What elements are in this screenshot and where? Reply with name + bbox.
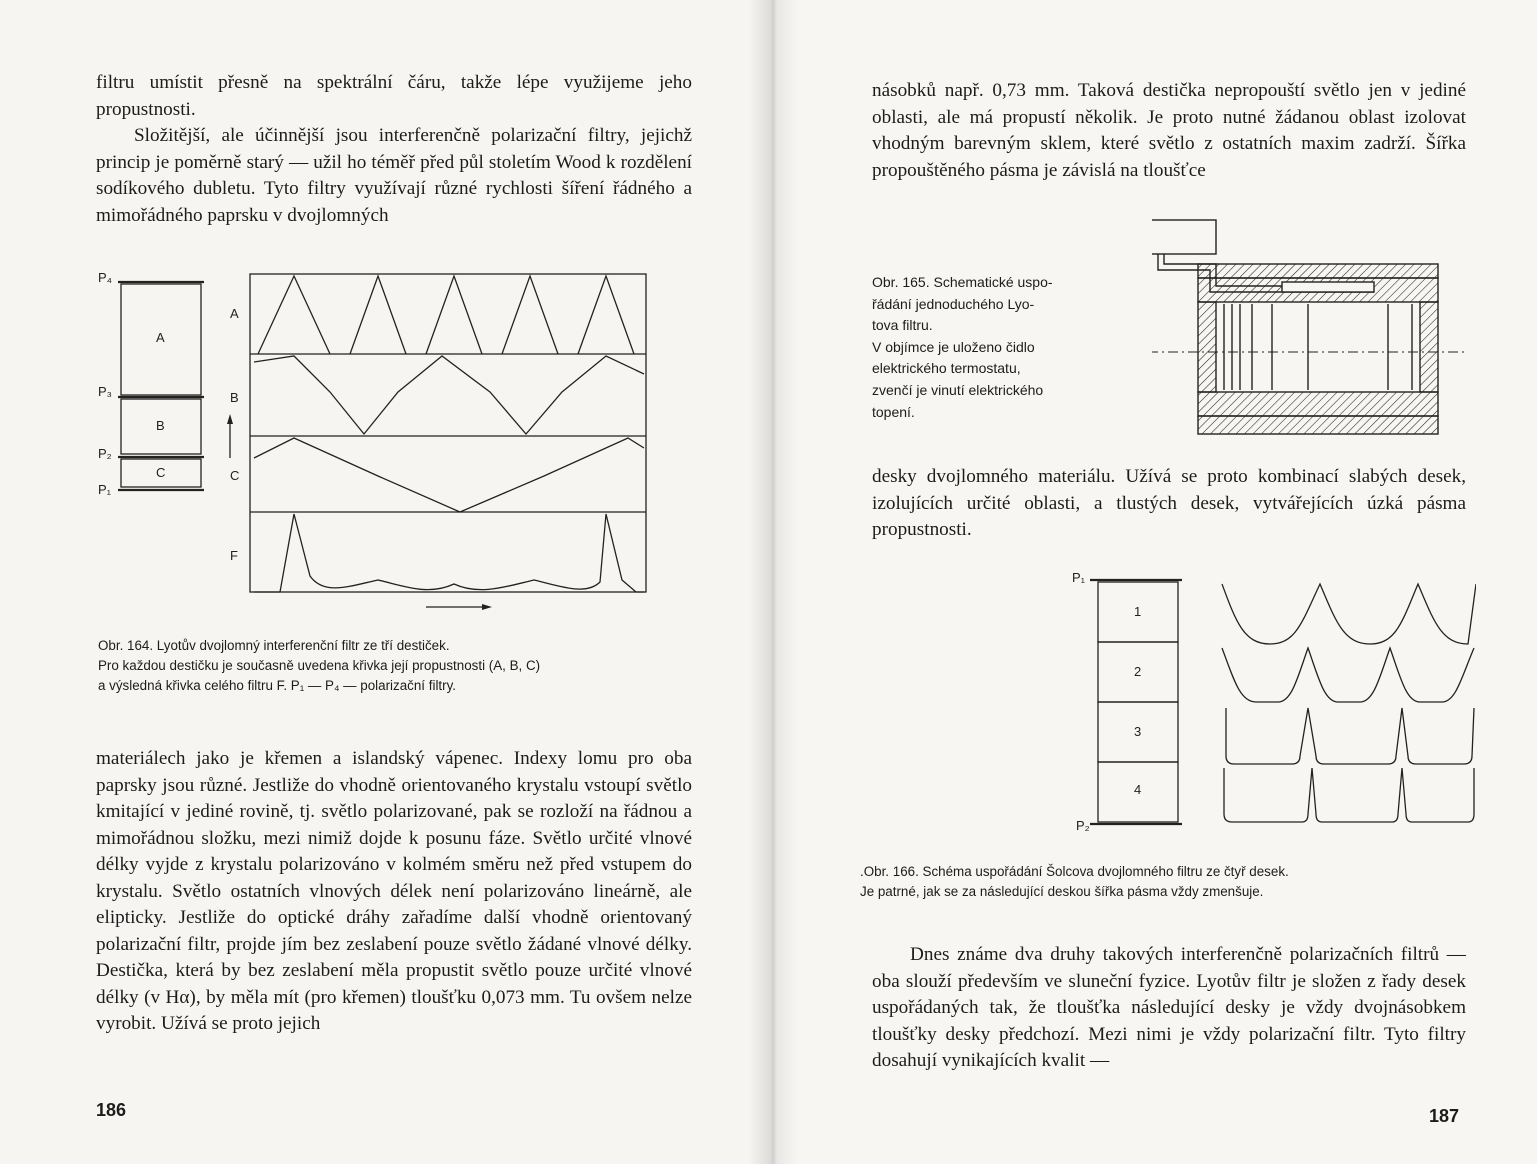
caption-line: V objímce je uloženo čidlo xyxy=(872,338,1035,355)
book-gutter xyxy=(748,0,798,1164)
caption-line: elektrického termostatu, xyxy=(872,360,1021,377)
right-page xyxy=(772,0,1537,1164)
caption-line: a výsledná křivka celého filtru F. P₁ — P₄ — polarizační filtry. xyxy=(98,678,457,693)
curve-label-a: A xyxy=(230,306,239,321)
block-label-1: 1 xyxy=(1134,604,1142,619)
arrow-right-icon xyxy=(482,604,492,610)
figure-164-lyot-filter-diagram xyxy=(88,262,668,620)
figure-166-solc-filter-diagram xyxy=(1056,568,1476,838)
caption-line: .Obr. 166. Schéma uspořádání Šolcova dvojlomného filtru ze čtyř desek. xyxy=(860,864,1289,879)
left-paragraph-3: materiálech jako je křemen a islandský vápenec. Indexy lomu pro oba paprsky jsou různé. Jestliže do vhodně orientovaného krystalu vstoupí světlo kmitající v jediné rovině, tj. světlo polarizované, pak se rozloží na řádnou a mimořádnou složku, mezi nimiž dojde k posunu fáze. Světlo určité vlnové délky vyjde z krystalu polarizováno v kolmém směru než před vstupem do krystalu. Světlo ostatních vlnových délek není polarizováno lineárně, ale elipticky. Jestliže do optické dráhy zařadíme další vhodně orientovaný polarizační filtr, projde jím bez zeslabení pouze světlo žádané vlnové délky. Destička, která by bez zeslabení měla propustit světlo pouze určité vlnové délky (v Hα), by měla mít (pro křemen) tloušťku 0,073 mm. Tu ovšem nelze vyrobit. Užívá se proto jejich xyxy=(96,748,692,1034)
curve-label-f: F xyxy=(230,548,238,563)
curve-label-b: B xyxy=(230,390,239,405)
plate-label-p2: P₂ xyxy=(98,446,112,461)
block-label-a: A xyxy=(156,330,165,345)
plate-label-p2: P₂ xyxy=(1076,818,1090,833)
left-paragraph-2: Složitější, ale účinnější jsou interferenčně polarizační filtry, jejichž princip je poměrně starý — užil ho téměř před půl stoletím Wood k rozdělení sodíkového dubletu. Tyto filtry využívají různé rychlosti šíření řádného a mimořádného paprsku v dvojlomných xyxy=(96,125,692,226)
caption-line: Obr. 165. Schematické uspo- xyxy=(872,274,1053,290)
plate-label-p3: P₃ xyxy=(98,384,112,399)
caption-line: řádání jednoduchého Lyo- xyxy=(872,295,1035,312)
block-label-c: C xyxy=(156,465,166,480)
figure-166-caption xyxy=(860,862,1480,902)
caption-line: zvenčí je vinutí elektrického xyxy=(872,381,1044,398)
right-paragraph-3: Dnes známe dva druhy takových interferenčně polarizačních filtrů — oba slouží především ve sluneční fyzice. Lyotův filtr je složen z řady desek uspořádaných tak, že tloušťka následující desky je vždy dvojnásobkem tloušťky desky předchozí. Mezi nimi je vždy polarizační filtr. Tyto filtry dosahují vynikajících kvalit — xyxy=(872,944,1466,1071)
right-paragraph-2: desky dvojlomného materiálu. Užívá se proto kombinací slabých desek, izolujících určité oblasti, a tlustých desek, vytvářejících úzká pásma propustnosti. xyxy=(872,466,1466,540)
page-number-right: 187 xyxy=(1429,1106,1460,1126)
caption-line: tova filtru. xyxy=(872,317,933,334)
block-label-2: 2 xyxy=(1134,664,1142,679)
figure-165-caption xyxy=(872,272,1094,423)
page-number-left: 186 xyxy=(96,1100,127,1120)
left-text-top xyxy=(96,70,692,229)
plate-label-p4: P₄ xyxy=(98,270,112,285)
figure-165-filter-housing-diagram xyxy=(1152,212,1468,442)
caption-line: Pro každou destičku je současně uvedena křivka její propustnosti (A, B, C) xyxy=(98,658,541,673)
block-label-b: B xyxy=(156,418,165,433)
block-label-4: 4 xyxy=(1134,782,1142,797)
plate-label-p1: P₁ xyxy=(98,482,112,497)
caption-line: Je patrné, jak se za následující deskou šířka pásma vždy zmenšuje. xyxy=(860,884,1264,899)
left-intro-paragraph: filtru umístit přesně na spektrální čáru, takže lépe využijeme jeho propustnosti. xyxy=(96,72,692,120)
plate-label-p1: P₁ xyxy=(1072,570,1086,585)
curve-label-c: C xyxy=(230,468,240,483)
block-label-3: 3 xyxy=(1134,724,1142,739)
caption-line: topení. xyxy=(872,403,915,420)
arrow-up-icon xyxy=(227,414,233,424)
right-paragraph-1: násobků např. 0,73 mm. Taková destička nepropouští světlo jen v jediné oblasti, ale má propustí několik. Je proto nutné žádanou oblast izolovat vhodným barevným sklem, které světlo z ostatních maxim zadrží. Šířka propouštěného pásma je závislá na tloušťce xyxy=(872,80,1466,181)
figure-164-caption xyxy=(98,636,708,696)
caption-line: Obr. 164. Lyotův dvojlomný interferenční filtr ze tří destiček. xyxy=(98,638,450,653)
